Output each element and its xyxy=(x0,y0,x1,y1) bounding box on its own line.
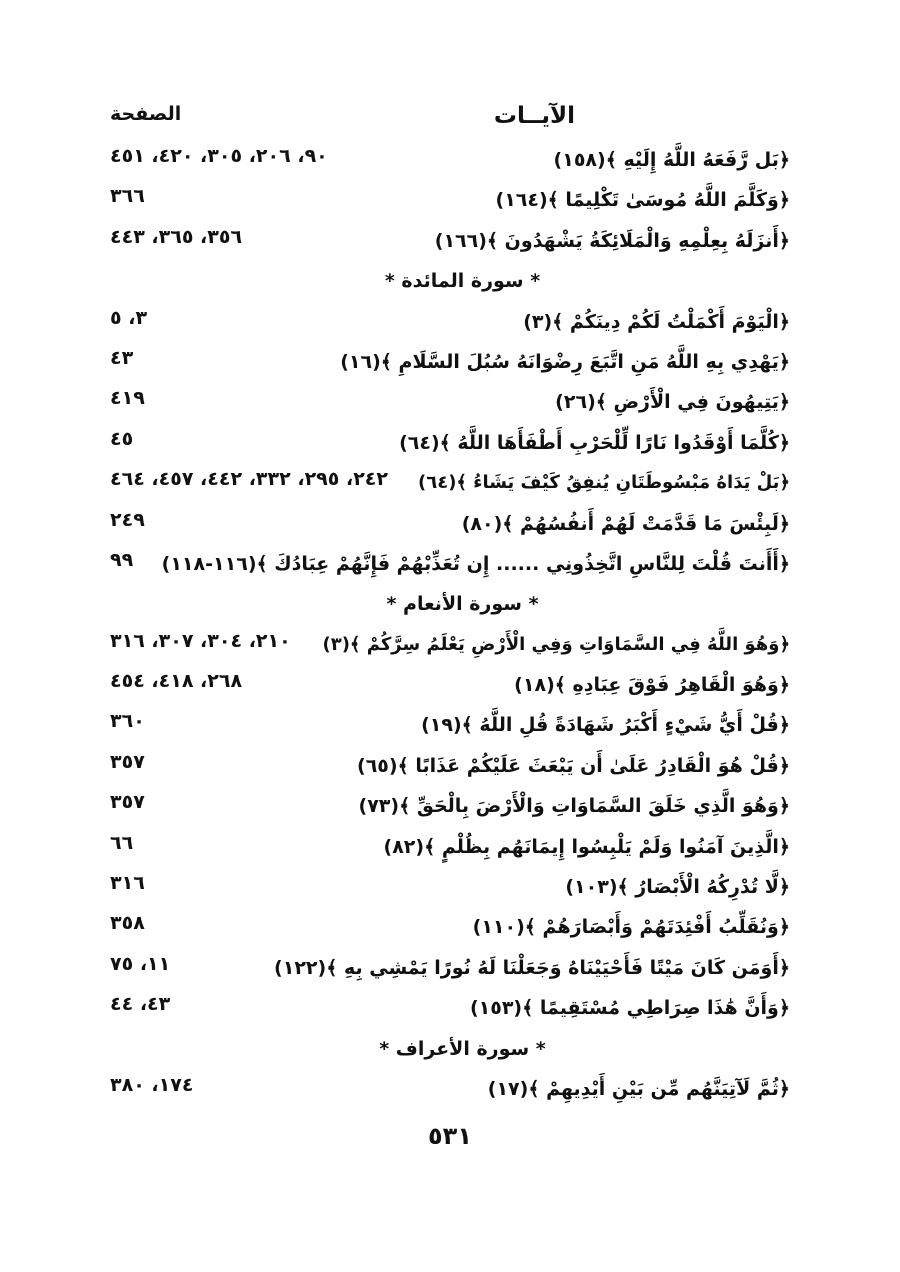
surah-title: * سورة الأنعام * xyxy=(386,593,539,616)
verse-row xyxy=(110,183,790,223)
verse-text: ﴿أَأَنتَ قُلْتَ لِلنَّاسِ اتَّخِذُونِي ...... إِن تُعَذِّبْهُمْ فَإِنَّهُمْ عِبَادُكَ ﴾(١١٦-١١٨) xyxy=(161,552,790,575)
page-references: ٢٤٢، ٢٩٥، ٣٣٢، ٤٤٢، ٤٥٧، ٤٦٤ xyxy=(110,468,388,491)
verse-text: ﴿وَنُقَلِّبُ أَفْئِدَتَهُمْ وَأَبْصَارَهُمْ ﴾(١١٠) xyxy=(472,916,790,939)
verse-row xyxy=(110,951,790,991)
verse-row xyxy=(110,628,790,668)
verse-text: ﴿وَهُوَ اللَّهُ فِي السَّمَاوَاتِ وَفِي الْأَرْضِ يَعْلَمُ سِرَّكُمْ ﴾(٣) xyxy=(322,633,790,655)
page-references: ٣٥٨ xyxy=(110,912,145,935)
verse-text: ﴿وَأَنَّ هَٰذَا صِرَاطِي مُسْتَقِيمًا ﴾(١٥٣) xyxy=(469,997,790,1020)
page-references: ٤٣، ٤٤ xyxy=(110,993,171,1016)
page-references: ١١، ٧٥ xyxy=(110,952,171,975)
page-references: ٤٣ xyxy=(110,346,134,369)
page-references: ٣١٦ xyxy=(110,872,145,895)
page-number: ٥٣١ xyxy=(428,1122,472,1150)
verse-row xyxy=(110,668,790,708)
verse-row xyxy=(110,385,790,425)
verse-text: ﴿وَهُوَ الْقَاهِرُ فَوْقَ عِبَادِهِ ﴾(١٨) xyxy=(514,674,790,697)
page-references: ٣٥٦، ٣٦٥، ٤٤٣ xyxy=(110,225,243,248)
verse-row xyxy=(110,305,790,345)
page-references: ٢١٠، ٣٠٤، ٣٠٧، ٣١٦ xyxy=(110,629,291,652)
verse-text: ﴿أَنزَلَهُ بِعِلْمِهِ وَالْمَلَائِكَةُ يَشْهَدُونَ ﴾(١٦٦) xyxy=(434,229,790,252)
page-references: ٣، ٥ xyxy=(110,306,148,329)
verse-text: ﴿يَهْدِي بِهِ اللَّهُ مَنِ اتَّبَعَ رِضْوَانَهُ سُبُلَ السَّلَامِ ﴾(١٦) xyxy=(340,350,790,373)
surah-heading xyxy=(110,1032,790,1072)
verse-text: ﴿لَّا تُدْرِكُهُ الْأَبْصَارُ ﴾(١٠٣) xyxy=(565,876,790,899)
page-references: ٢٦٨، ٤١٨، ٤٥٤ xyxy=(110,670,243,693)
verse-row xyxy=(110,708,790,748)
page-references: ١٧٤، ٣٨٠ xyxy=(110,1073,194,1096)
verse-text: ﴿بَلْ يَدَاهُ مَبْسُوطَتَانِ يُنفِقُ كَيْفَ يَشَاءُ ﴾(٦٤) xyxy=(417,472,790,494)
verse-text: ﴿بَل رَّفَعَهُ اللَّهُ إِلَيْهِ ﴾(١٥٨) xyxy=(553,149,790,171)
page-references: ٩٩ xyxy=(110,548,134,571)
page-references: ٤٥ xyxy=(110,427,134,450)
verse-row xyxy=(110,830,790,870)
verse-text: ﴿الْيَوْمَ أَكْمَلْتُ لَكُمْ دِينَكُمْ ﴾(٣) xyxy=(523,310,790,333)
verse-text: ﴿كُلَّمَا أَوْقَدُوا نَارًا لِّلْحَرْبِ أَطْفَأَهَا اللَّهُ ﴾(٦٤) xyxy=(399,431,790,454)
verse-row xyxy=(110,143,790,183)
verse-row xyxy=(110,224,790,264)
page-references: ٣٥٧ xyxy=(110,791,145,814)
page-references: ٩٠، ٢٠٦، ٣٠٥، ٤٢٠، ٤٥١ xyxy=(110,145,328,167)
surah-heading xyxy=(110,264,790,304)
verse-text: ﴿أَوَمَن كَانَ مَيْتًا فَأَحْيَيْنَاهُ وَجَعَلْنَا لَهُ نُورًا يَمْشِي بِهِ ﴾(١٢٢) xyxy=(274,956,790,979)
page-references: ٢٤٩ xyxy=(110,508,145,531)
table-header xyxy=(110,103,790,139)
verse-text: ﴿قُلْ أَيُّ شَيْءٍ أَكْبَرُ شَهَادَةً قُلِ اللَّهُ ﴾(١٩) xyxy=(421,714,790,737)
verse-index-list xyxy=(110,143,790,1112)
verse-row xyxy=(110,426,790,466)
verse-row xyxy=(110,749,790,789)
verse-row xyxy=(110,507,790,547)
page-references: ٤١٩ xyxy=(110,387,145,410)
verse-row xyxy=(110,991,790,1031)
verse-row xyxy=(110,870,790,910)
verse-row xyxy=(110,345,790,385)
page-references: ٣٦٠ xyxy=(110,710,145,733)
surah-title: * سورة الأعراف * xyxy=(379,1037,546,1060)
verses-column-title: الآيــات xyxy=(493,103,575,129)
verse-text: ﴿وَهُوَ الَّذِي خَلَقَ السَّمَاوَاتِ وَالْأَرْضَ بِالْحَقِّ ﴾(٧٣) xyxy=(358,795,790,818)
verse-row xyxy=(110,789,790,829)
verse-row xyxy=(110,1072,790,1112)
page-references: ٣٦٦ xyxy=(110,185,145,208)
verse-text: ﴿وَكَلَّمَ اللَّهُ مُوسَىٰ تَكْلِيمًا ﴾(١٦٤) xyxy=(495,189,790,212)
verse-text: ﴿ثُمَّ لَآتِيَنَّهُم مِّن بَيْنِ أَيْدِيهِمْ ﴾(١٧) xyxy=(487,1077,790,1100)
surah-heading xyxy=(110,587,790,627)
verse-text: ﴿لَبِئْسَ مَا قَدَّمَتْ لَهُمْ أَنفُسُهُمْ ﴾(٨٠) xyxy=(461,512,790,535)
verse-row xyxy=(110,547,790,587)
page-references: ٦٦ xyxy=(110,831,134,854)
page-references: ٣٥٧ xyxy=(110,750,145,773)
verse-text: ﴿الَّذِينَ آمَنُوا وَلَمْ يَلْبِسُوا إِيمَانَهُم بِظُلْمٍ ﴾(٨٢) xyxy=(383,835,790,858)
verse-row xyxy=(110,466,790,506)
verse-text: ﴿يَتِيهُونَ فِي الْأَرْضِ ﴾(٢٦) xyxy=(555,391,790,414)
verse-row xyxy=(110,910,790,950)
pages-column-title: الصفحة xyxy=(110,103,182,125)
surah-title: * سورة المائدة * xyxy=(384,270,541,293)
verse-text: ﴿قُلْ هُوَ الْقَادِرُ عَلَىٰ أَن يَبْعَثَ عَلَيْكُمْ عَذَابًا ﴾(٦٥) xyxy=(357,754,790,777)
